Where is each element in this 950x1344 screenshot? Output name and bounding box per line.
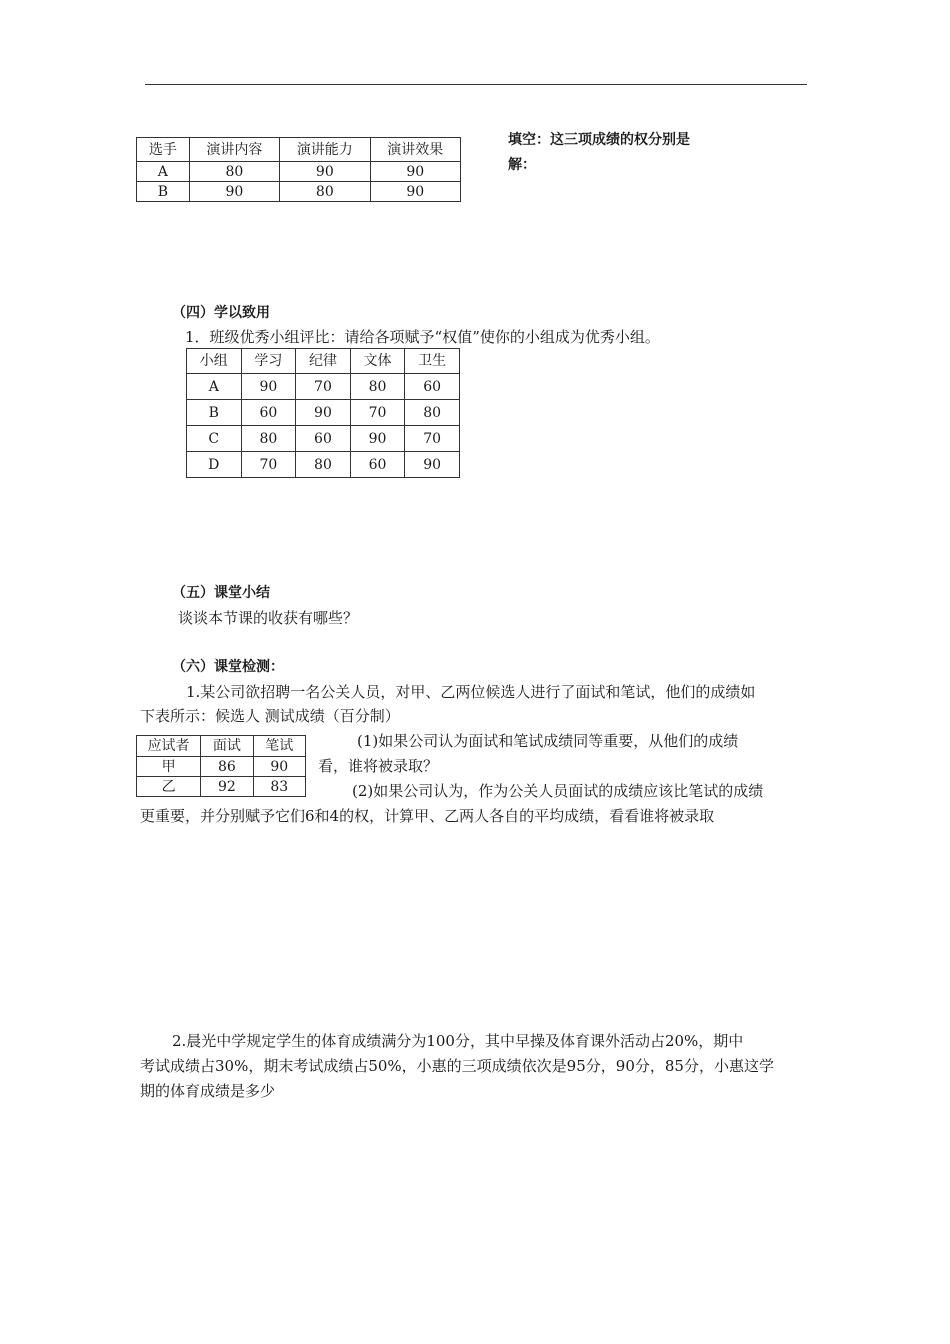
table-cell: 90: [350, 426, 405, 452]
section-6-question-2-line-1: 2.晨光中学规定学生的体育成绩满分为100分，其中早操及体育课外活动占20%，期中: [172, 1032, 744, 1050]
section-6-question-1-line-2: 下表所示：候选人 测试成绩（百分制）: [140, 707, 400, 725]
sub-question-2-line-1: (2)如果公司认为，作为公关人员面试的成绩应该比笔试的成绩: [352, 782, 764, 800]
table-header-cell: 纪律: [296, 349, 351, 374]
table-cell: D: [187, 452, 242, 478]
table-header-cell: 小组: [187, 349, 242, 374]
table-cell: 90: [370, 162, 460, 182]
table-row: [137, 757, 306, 777]
sub-question-1-line-1: (1)如果公司认为面试和笔试成绩同等重要，从他们的成绩: [357, 732, 739, 750]
section-6-title: （六）课堂检测：: [172, 659, 284, 675]
section-6-question-2-line-2: 考试成绩占30%，期末考试成绩占50%，小惠的三项成绩依次是95分，90分，85分，小惠这学: [140, 1057, 774, 1075]
table-header-cell: 演讲内容: [189, 138, 279, 162]
table-header-cell: 文体: [350, 349, 405, 374]
table-cell: 乙: [137, 777, 201, 797]
candidate-score-table: [136, 735, 306, 797]
table-cell: 92: [201, 777, 253, 797]
table-cell: 80: [296, 452, 351, 478]
table-cell: 80: [350, 374, 405, 400]
table-cell: 90: [370, 182, 460, 202]
table-header-cell: 卫生: [405, 349, 460, 374]
table-cell: 60: [296, 426, 351, 452]
table-cell: 80: [405, 400, 460, 426]
table-row: [187, 400, 460, 426]
section-4-question-1: 1．班级优秀小组评比：请给各项赋予“权值”使你的小组成为优秀小组。: [185, 328, 660, 346]
table-header-row: [137, 736, 306, 757]
section-5-text: 谈谈本节课的收获有哪些？: [178, 609, 359, 627]
section-4-title: （四）学以致用: [172, 305, 270, 321]
table-cell: C: [187, 426, 242, 452]
table-cell: 80: [189, 162, 279, 182]
table-cell: 70: [296, 374, 351, 400]
table-cell: 90: [241, 374, 296, 400]
table-cell: B: [137, 182, 190, 202]
section-6-question-2-line-3: 期的体育成绩是多少: [140, 1082, 276, 1100]
table-cell: 90: [296, 400, 351, 426]
table-row: [187, 452, 460, 478]
table-cell: 70: [350, 400, 405, 426]
table-header-row: [187, 349, 460, 374]
table-cell: 60: [241, 400, 296, 426]
table-cell: 90: [405, 452, 460, 478]
sub-question-2-line-2: 更重要，并分别赋予它们6和4的权，计算甲、乙两人各自的平均成绩，看看谁将被录取: [140, 807, 715, 825]
table-cell: A: [137, 162, 190, 182]
table-cell: 60: [350, 452, 405, 478]
table-cell: 90: [189, 182, 279, 202]
speech-score-table: [136, 137, 461, 202]
table-cell: A: [187, 374, 242, 400]
fill-in-label: 填空：这三项成绩的权分别是: [508, 132, 690, 148]
sub-question-1-line-2: 看，谁将被录取？: [318, 757, 439, 775]
table-cell: B: [187, 400, 242, 426]
table-cell: 甲: [137, 757, 201, 777]
header-rule: [145, 84, 807, 85]
table-header-cell: 应试者: [137, 736, 201, 757]
table-cell: 86: [201, 757, 253, 777]
table-header-row: [137, 138, 461, 162]
table-header-cell: 学习: [241, 349, 296, 374]
table-cell: 83: [253, 777, 305, 797]
table-cell: 90: [280, 162, 370, 182]
table-header-cell: 选手: [137, 138, 190, 162]
table-row: [187, 426, 460, 452]
table-header-cell: 笔试: [253, 736, 305, 757]
table-cell: 60: [405, 374, 460, 400]
table-cell: 80: [241, 426, 296, 452]
section-6-question-1-line-1: 1.某公司欲招聘一名公关人员，对甲、乙两位候选人进行了面试和笔试，他们的成绩如: [186, 683, 756, 701]
table-cell: 70: [405, 426, 460, 452]
table-cell: 90: [253, 757, 305, 777]
table-header-cell: 演讲效果: [370, 138, 460, 162]
table-row: [137, 162, 461, 182]
group-score-table: [186, 348, 460, 478]
table-header-cell: 面试: [201, 736, 253, 757]
table-header-cell: 演讲能力: [280, 138, 370, 162]
section-5-title: （五）课堂小结: [172, 585, 270, 601]
table-cell: 70: [241, 452, 296, 478]
table-cell: 80: [280, 182, 370, 202]
table-row: [137, 182, 461, 202]
solution-label: 解：: [508, 157, 536, 173]
table-row: [137, 777, 306, 797]
table-row: [187, 374, 460, 400]
